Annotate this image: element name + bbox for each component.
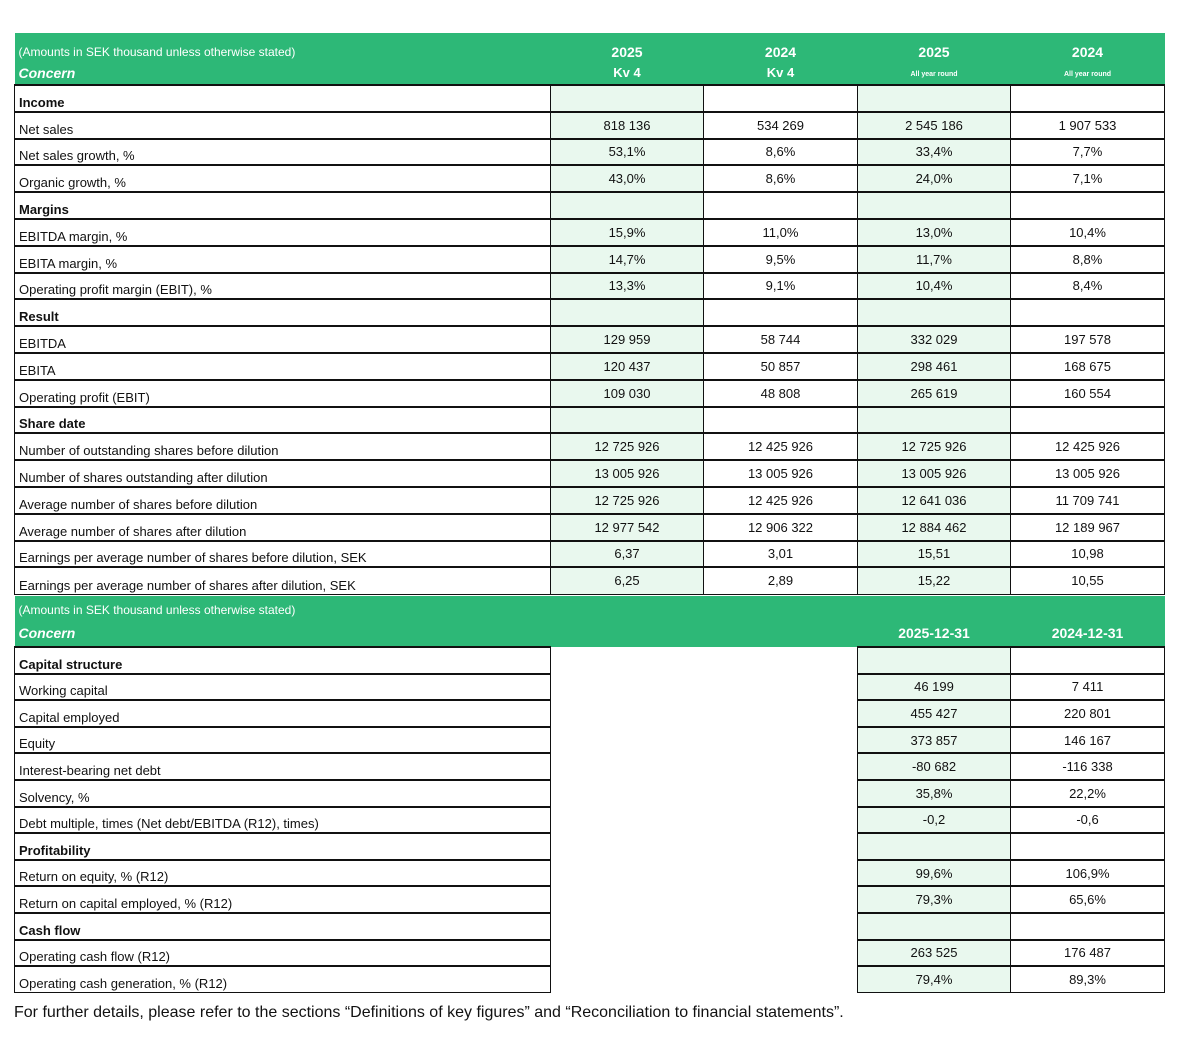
cell-value: 8,6% xyxy=(704,139,858,166)
section-label: Income xyxy=(15,85,551,112)
column-date-header: 2024-12-31 xyxy=(1011,619,1165,647)
section-label: Margins xyxy=(15,192,551,219)
row-label: EBITA margin, % xyxy=(15,246,551,273)
row-label: Operating profit margin (EBIT), % xyxy=(15,273,551,300)
cell-value xyxy=(858,407,1011,434)
section-label: Result xyxy=(15,299,551,326)
cell-value xyxy=(858,647,1011,674)
table-row xyxy=(15,753,1165,780)
empty-cell xyxy=(704,807,858,834)
table-row xyxy=(15,567,1165,594)
cell-value: 176 487 xyxy=(1011,940,1165,967)
cell-value: 50 857 xyxy=(704,353,858,380)
cell-value: 9,5% xyxy=(704,246,858,273)
table-row xyxy=(15,780,1165,807)
row-label: Average number of shares after dilution xyxy=(15,514,551,541)
table-row xyxy=(15,112,1165,139)
table-row xyxy=(15,460,1165,487)
cell-value: 46 199 xyxy=(858,674,1011,701)
cell-value: 13 005 926 xyxy=(551,460,704,487)
cell-value xyxy=(1011,192,1165,219)
cell-value: 265 619 xyxy=(858,380,1011,407)
empty-cell xyxy=(551,966,704,993)
cell-value xyxy=(1011,833,1165,860)
key-figures-balance-table xyxy=(14,596,1165,993)
table-row xyxy=(15,966,1165,993)
column-period-header: All year round xyxy=(1011,61,1165,85)
cell-value: 65,6% xyxy=(1011,886,1165,913)
cell-value: 3,01 xyxy=(704,541,858,568)
section-row xyxy=(15,833,1165,860)
cell-value: 1 907 533 xyxy=(1011,112,1165,139)
cell-value: 11,0% xyxy=(704,219,858,246)
cell-value: -0,6 xyxy=(1011,807,1165,834)
table-row xyxy=(15,514,1165,541)
cell-value xyxy=(858,85,1011,112)
section-row xyxy=(15,407,1165,434)
section-row xyxy=(15,913,1165,940)
cell-value xyxy=(1011,407,1165,434)
section-label: Cash flow xyxy=(15,913,551,940)
cell-value: 10,98 xyxy=(1011,541,1165,568)
cell-value: 12 906 322 xyxy=(704,514,858,541)
cell-value: 2,89 xyxy=(704,567,858,594)
table-row xyxy=(15,380,1165,407)
empty-cell xyxy=(704,700,858,727)
empty-cell xyxy=(704,966,858,993)
cell-value: 33,4% xyxy=(858,139,1011,166)
cell-value: 35,8% xyxy=(858,780,1011,807)
cell-value: 58 744 xyxy=(704,326,858,353)
concern-label: Concern xyxy=(15,61,551,85)
cell-value xyxy=(858,192,1011,219)
table-row xyxy=(15,433,1165,460)
cell-value: 455 427 xyxy=(858,700,1011,727)
cell-value xyxy=(551,85,704,112)
cell-value: 53,1% xyxy=(551,139,704,166)
cell-value xyxy=(1011,299,1165,326)
empty-cell xyxy=(551,674,704,701)
row-label: Earnings per average number of shares after dilution, SEK xyxy=(15,567,551,594)
column-year-header: 2024 xyxy=(1011,33,1165,61)
cell-value: 12 884 462 xyxy=(858,514,1011,541)
row-label: Interest-bearing net debt xyxy=(15,753,551,780)
empty-cell xyxy=(704,647,858,674)
empty-cell xyxy=(704,886,858,913)
cell-value: 298 461 xyxy=(858,353,1011,380)
cell-value: 7 411 xyxy=(1011,674,1165,701)
cell-value: 11 709 741 xyxy=(1011,487,1165,514)
row-label: Number of shares outstanding after dilution xyxy=(15,460,551,487)
cell-value: 146 167 xyxy=(1011,727,1165,754)
table-row xyxy=(15,139,1165,166)
cell-value: 129 959 xyxy=(551,326,704,353)
section-row xyxy=(15,85,1165,112)
cell-value: 22,2% xyxy=(1011,780,1165,807)
cell-value: 10,4% xyxy=(1011,219,1165,246)
column-year-header: 2025 xyxy=(551,33,704,61)
cell-value xyxy=(704,407,858,434)
empty-cell xyxy=(704,727,858,754)
cell-value xyxy=(1011,913,1165,940)
row-label: Debt multiple, times (Net debt/EBITDA (R12), times) xyxy=(15,807,551,834)
cell-value: 6,37 xyxy=(551,541,704,568)
cell-value: 120 437 xyxy=(551,353,704,380)
cell-value: 15,51 xyxy=(858,541,1011,568)
cell-value: 79,4% xyxy=(858,966,1011,993)
table-row xyxy=(15,246,1165,273)
cell-value: 2 545 186 xyxy=(858,112,1011,139)
table-row xyxy=(15,165,1165,192)
cell-value: -80 682 xyxy=(858,753,1011,780)
cell-value xyxy=(704,85,858,112)
table-row xyxy=(15,886,1165,913)
cell-value: 9,1% xyxy=(704,273,858,300)
key-figures-body xyxy=(15,647,1165,993)
cell-value xyxy=(551,192,704,219)
cell-value xyxy=(704,299,858,326)
cell-value: 12 977 542 xyxy=(551,514,704,541)
cell-value: 11,7% xyxy=(858,246,1011,273)
row-label: Equity xyxy=(15,727,551,754)
cell-value: 168 675 xyxy=(1011,353,1165,380)
empty-cell xyxy=(551,913,704,940)
table-row xyxy=(15,727,1165,754)
table-caption: (Amounts in SEK thousand unless otherwise stated) xyxy=(15,596,1165,619)
row-label: Net sales growth, % xyxy=(15,139,551,166)
cell-value: -116 338 xyxy=(1011,753,1165,780)
empty-cell xyxy=(551,753,704,780)
empty-cell xyxy=(704,860,858,887)
empty-cell xyxy=(551,860,704,887)
cell-value: 106,9% xyxy=(1011,860,1165,887)
empty-cell xyxy=(704,833,858,860)
column-period-header: Kv 4 xyxy=(551,61,704,85)
section-label: Capital structure xyxy=(15,647,551,674)
empty-cell xyxy=(551,647,704,674)
cell-value: 12 725 926 xyxy=(551,487,704,514)
row-label: Average number of shares before dilution xyxy=(15,487,551,514)
cell-value: 12 425 926 xyxy=(704,433,858,460)
column-date-header: 2025-12-31 xyxy=(858,619,1011,647)
table-row xyxy=(15,541,1165,568)
cell-value xyxy=(551,299,704,326)
key-figures-quarterly-table xyxy=(14,33,1165,595)
row-label: Organic growth, % xyxy=(15,165,551,192)
cell-value: 99,6% xyxy=(858,860,1011,887)
table-row xyxy=(15,807,1165,834)
cell-value: 12 725 926 xyxy=(551,433,704,460)
section-row xyxy=(15,299,1165,326)
table-row xyxy=(15,273,1165,300)
cell-value: 6,25 xyxy=(551,567,704,594)
column-year-header: 2025 xyxy=(858,33,1011,61)
cell-value: 43,0% xyxy=(551,165,704,192)
row-label: Solvency, % xyxy=(15,780,551,807)
empty-cell xyxy=(704,674,858,701)
column-year-header: 2024 xyxy=(704,33,858,61)
empty-cell xyxy=(551,727,704,754)
table-row xyxy=(15,940,1165,967)
row-label: Operating cash flow (R12) xyxy=(15,940,551,967)
section-row xyxy=(15,647,1165,674)
cell-value: 13 005 926 xyxy=(704,460,858,487)
cell-value: 160 554 xyxy=(1011,380,1165,407)
cell-value: 197 578 xyxy=(1011,326,1165,353)
table-caption: (Amounts in SEK thousand unless otherwise stated) xyxy=(15,33,551,61)
empty-cell xyxy=(704,913,858,940)
cell-value: 13,0% xyxy=(858,219,1011,246)
cell-value xyxy=(1011,647,1165,674)
footnote: For further details, please refer to the sections “Definitions of key figures” and “Reconciliation to financial statements”. xyxy=(14,1004,844,1021)
cell-value: 534 269 xyxy=(704,112,858,139)
cell-value: 14,7% xyxy=(551,246,704,273)
row-label: Net sales xyxy=(15,112,551,139)
empty-cell xyxy=(704,780,858,807)
table-row xyxy=(15,487,1165,514)
cell-value: 13,3% xyxy=(551,273,704,300)
table-row xyxy=(15,700,1165,727)
row-label: Return on equity, % (R12) xyxy=(15,860,551,887)
cell-value: 8,4% xyxy=(1011,273,1165,300)
cell-value: 10,55 xyxy=(1011,567,1165,594)
cell-value: -0,2 xyxy=(858,807,1011,834)
row-label: Capital employed xyxy=(15,700,551,727)
row-label: EBITDA margin, % xyxy=(15,219,551,246)
cell-value: 373 857 xyxy=(858,727,1011,754)
table-row xyxy=(15,353,1165,380)
cell-value: 15,22 xyxy=(858,567,1011,594)
key-figures-body xyxy=(15,85,1165,594)
cell-value: 13 005 926 xyxy=(858,460,1011,487)
empty-cell xyxy=(551,940,704,967)
row-label: EBITA xyxy=(15,353,551,380)
table-row xyxy=(15,219,1165,246)
cell-value: 12 425 926 xyxy=(704,487,858,514)
column-period-header: Kv 4 xyxy=(704,61,858,85)
concern-label: Concern xyxy=(15,619,551,647)
cell-value xyxy=(858,299,1011,326)
cell-value xyxy=(551,407,704,434)
cell-value: 7,7% xyxy=(1011,139,1165,166)
cell-value: 8,6% xyxy=(704,165,858,192)
cell-value: 48 808 xyxy=(704,380,858,407)
cell-value: 24,0% xyxy=(858,165,1011,192)
cell-value: 79,3% xyxy=(858,886,1011,913)
column-period-header: All year round xyxy=(858,61,1011,85)
cell-value: 109 030 xyxy=(551,380,704,407)
cell-value: 263 525 xyxy=(858,940,1011,967)
cell-value xyxy=(858,913,1011,940)
cell-value: 8,8% xyxy=(1011,246,1165,273)
row-label: Earnings per average number of shares before dilution, SEK xyxy=(15,541,551,568)
cell-value: 15,9% xyxy=(551,219,704,246)
cell-value: 12 641 036 xyxy=(858,487,1011,514)
cell-value xyxy=(1011,85,1165,112)
table-row xyxy=(15,326,1165,353)
row-label: Working capital xyxy=(15,674,551,701)
cell-value: 89,3% xyxy=(1011,966,1165,993)
section-label: Profitability xyxy=(15,833,551,860)
section-row xyxy=(15,192,1165,219)
cell-value xyxy=(704,192,858,219)
empty-cell xyxy=(551,807,704,834)
cell-value: 13 005 926 xyxy=(1011,460,1165,487)
empty-cell xyxy=(551,886,704,913)
table-row xyxy=(15,674,1165,701)
section-label: Share date xyxy=(15,407,551,434)
cell-value xyxy=(858,833,1011,860)
row-label: EBITDA xyxy=(15,326,551,353)
table-row xyxy=(15,860,1165,887)
empty-cell xyxy=(704,753,858,780)
empty-cell xyxy=(551,700,704,727)
cell-value: 12 189 967 xyxy=(1011,514,1165,541)
empty-cell xyxy=(551,780,704,807)
cell-value: 220 801 xyxy=(1011,700,1165,727)
row-label: Return on capital employed, % (R12) xyxy=(15,886,551,913)
empty-cell xyxy=(704,940,858,967)
row-label: Operating cash generation, % (R12) xyxy=(15,966,551,993)
cell-value: 10,4% xyxy=(858,273,1011,300)
cell-value: 12 725 926 xyxy=(858,433,1011,460)
cell-value: 12 425 926 xyxy=(1011,433,1165,460)
cell-value: 818 136 xyxy=(551,112,704,139)
row-label: Number of outstanding shares before dilution xyxy=(15,433,551,460)
cell-value: 7,1% xyxy=(1011,165,1165,192)
row-label: Operating profit (EBIT) xyxy=(15,380,551,407)
cell-value: 332 029 xyxy=(858,326,1011,353)
empty-cell xyxy=(551,833,704,860)
